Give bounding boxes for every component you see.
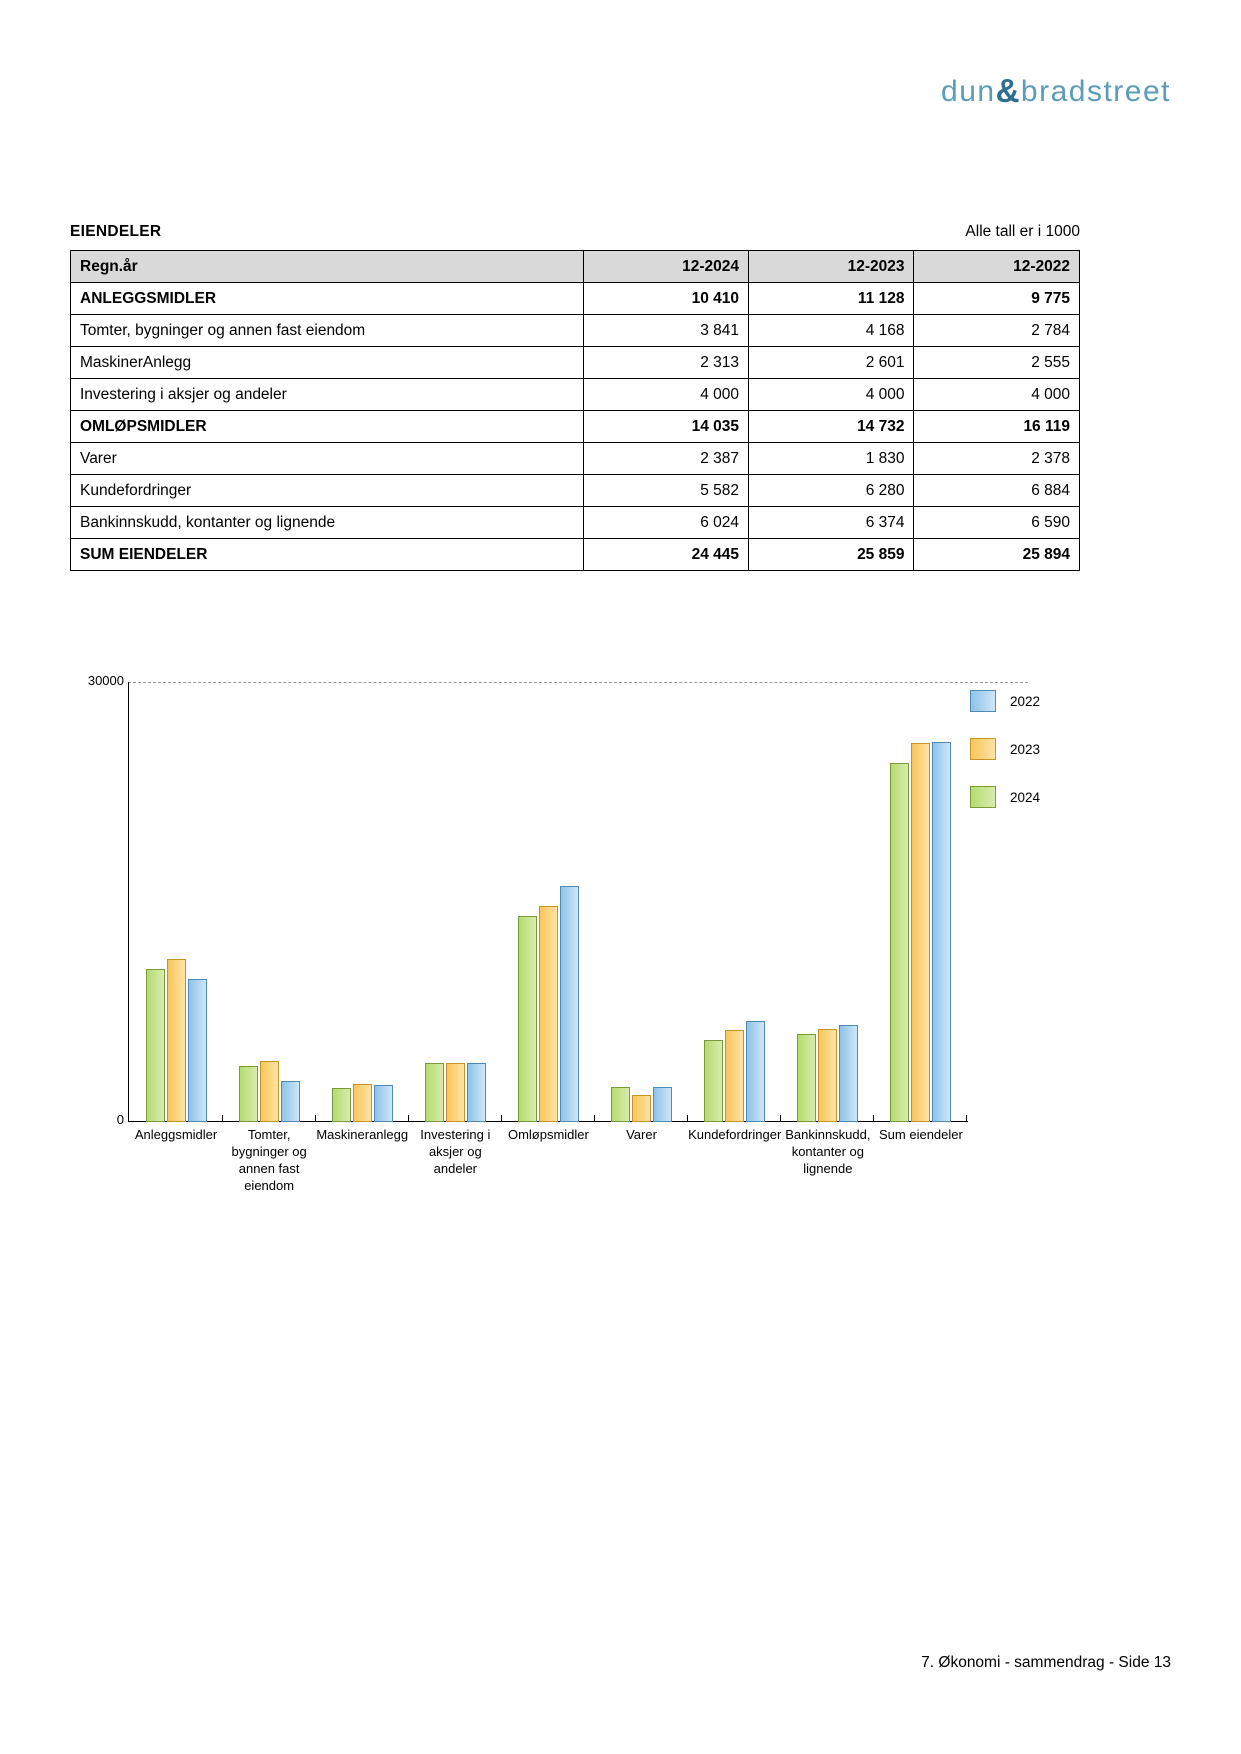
cell-label: Kundefordringer (71, 475, 584, 507)
cell-value-2023: 4 168 (749, 315, 914, 347)
cell-value-2023: 25 859 (749, 539, 914, 571)
cell-label: OMLØPSMIDLER (71, 411, 584, 443)
legend-swatch-2022 (970, 690, 996, 712)
cell-label: Investering i aksjer og andeler (71, 379, 584, 411)
legend-swatch-2024 (970, 786, 996, 808)
bar-group (223, 682, 316, 1122)
cell-value-2024: 10 410 (583, 283, 748, 315)
cell-label: Varer (71, 443, 584, 475)
x-axis-ticks (130, 1115, 968, 1123)
table-row (71, 411, 1080, 443)
x-axis-tick (595, 1115, 688, 1123)
bar-group (316, 682, 409, 1122)
cell-value-2024: 3 841 (583, 315, 748, 347)
x-axis-label: Anleggsmidler (134, 1127, 218, 1142)
cell-value-2022: 2 784 (914, 315, 1080, 347)
cell-value-2022: 4 000 (914, 379, 1080, 411)
cell-value-2024: 4 000 (583, 379, 748, 411)
x-axis-tick (502, 1115, 595, 1123)
chart-legend (970, 690, 1080, 834)
logo-text-part1: dun (941, 75, 996, 108)
x-axis-label: Omløpsmidler (507, 1127, 589, 1142)
bar-2024 (518, 916, 537, 1122)
legend-item (970, 786, 1080, 808)
x-axis-label: Tomter, bygninger og annen fast eiendom (231, 1127, 307, 1193)
table-caption (70, 223, 1080, 241)
cell-value-2024: 6 024 (583, 507, 748, 539)
bar-2023 (911, 743, 930, 1122)
table-row (71, 283, 1080, 315)
x-axis-tick (316, 1115, 409, 1123)
cell-value-2022: 9 775 (914, 283, 1080, 315)
column-header-label: Regn.år (71, 251, 584, 283)
table-row (71, 443, 1080, 475)
bar-2024 (797, 1034, 816, 1122)
cell-value-2022: 6 590 (914, 507, 1080, 539)
cell-value-2023: 4 000 (749, 379, 914, 411)
cell-value-2023: 6 374 (749, 507, 914, 539)
bar-2022 (467, 1063, 486, 1122)
cell-label: MaskinerAnlegg (71, 347, 584, 379)
cell-value-2022: 25 894 (914, 539, 1080, 571)
x-axis-tick (781, 1115, 874, 1123)
column-header-year: 12-2022 (914, 251, 1080, 283)
y-axis-tick-min: 0 (116, 1112, 124, 1127)
table-caption-title: EIENDELER (70, 223, 162, 240)
bar-2023 (260, 1061, 279, 1122)
cell-label: ANLEGGSMIDLER (71, 283, 584, 315)
cell-value-2022: 2 555 (914, 347, 1080, 379)
bar-2024 (425, 1063, 444, 1122)
legend-label-2023: 2023 (1010, 741, 1041, 757)
bar-2024 (704, 1040, 723, 1122)
legend-label-2022: 2022 (1010, 693, 1041, 709)
bar-2022 (932, 742, 951, 1122)
x-axis-label: Sum eiendeler (879, 1127, 963, 1142)
cell-value-2022: 6 884 (914, 475, 1080, 507)
cell-label: Tomter, bygninger og annen fast eiendom (71, 315, 584, 347)
cell-value-2023: 1 830 (749, 443, 914, 475)
assets-table (70, 250, 1080, 571)
bar-2022 (188, 979, 207, 1122)
page-footer: 7. Økonomi - sammendrag - Side 13 (921, 1654, 1171, 1671)
legend-swatch-2023 (970, 738, 996, 760)
table-header-row (71, 251, 1080, 283)
cell-value-2024: 2 387 (583, 443, 748, 475)
bar-group (130, 682, 223, 1122)
bar-2023 (725, 1030, 744, 1122)
bar-group (874, 682, 967, 1122)
cell-value-2022: 16 119 (914, 411, 1080, 443)
cell-value-2023: 6 280 (749, 475, 914, 507)
bar-2024 (146, 969, 165, 1122)
x-axis-label: Kundefordringer (688, 1127, 782, 1142)
legend-item (970, 738, 1080, 760)
bar-group (595, 682, 688, 1122)
cell-label: Bankinnskudd, kontanter og lignende (71, 507, 584, 539)
table-row (71, 347, 1080, 379)
bar-group (781, 682, 874, 1122)
x-axis-label: Investering i aksjer og andeler (420, 1127, 491, 1176)
chart-bar-groups (130, 682, 968, 1122)
table-row (71, 539, 1080, 571)
table-caption-note: Alle tall er i 1000 (965, 223, 1080, 240)
cell-value-2024: 14 035 (583, 411, 748, 443)
table-row (71, 507, 1080, 539)
column-header-year: 12-2023 (749, 251, 914, 283)
logo-text-part2: bradstreet (1020, 75, 1171, 108)
y-axis-tick-max: 30000 (87, 673, 124, 688)
x-axis-labels (130, 1126, 968, 1194)
x-axis-tick (874, 1115, 967, 1123)
cell-label: SUM EIENDELER (71, 539, 584, 571)
x-axis-tick (688, 1115, 781, 1123)
legend-label-2024: 2024 (1010, 789, 1041, 805)
x-axis-tick (223, 1115, 316, 1123)
dun-bradstreet-logo (941, 72, 1171, 110)
cell-value-2023: 2 601 (749, 347, 914, 379)
table-row (71, 315, 1080, 347)
bar-2023 (539, 906, 558, 1122)
cell-value-2024: 5 582 (583, 475, 748, 507)
bar-2023 (446, 1063, 465, 1122)
x-axis-tick (409, 1115, 502, 1123)
table-row (71, 379, 1080, 411)
bar-2024 (239, 1066, 258, 1122)
bar-group (409, 682, 502, 1122)
logo-ampersand-icon: & (995, 72, 1021, 109)
assets-bar-chart (70, 660, 1080, 1193)
bar-2023 (818, 1029, 837, 1122)
column-header-year: 12-2024 (583, 251, 748, 283)
bar-2023 (167, 959, 186, 1122)
cell-value-2022: 2 378 (914, 443, 1080, 475)
bar-2022 (560, 886, 579, 1122)
bar-2024 (890, 763, 909, 1122)
cell-value-2024: 2 313 (583, 347, 748, 379)
cell-value-2024: 24 445 (583, 539, 748, 571)
table-row (71, 475, 1080, 507)
x-axis-label: Varer (626, 1127, 657, 1142)
cell-value-2023: 11 128 (749, 283, 914, 315)
x-axis-label: Maskineranlegg (316, 1127, 409, 1142)
cell-value-2023: 14 732 (749, 411, 914, 443)
x-axis-tick (130, 1115, 223, 1123)
bar-group (502, 682, 595, 1122)
bar-2022 (746, 1021, 765, 1122)
legend-item (970, 690, 1080, 712)
bar-group (688, 682, 781, 1122)
x-axis-label: Bankinnskudd, kontanter og lignende (785, 1127, 871, 1176)
bar-2022 (839, 1025, 858, 1122)
